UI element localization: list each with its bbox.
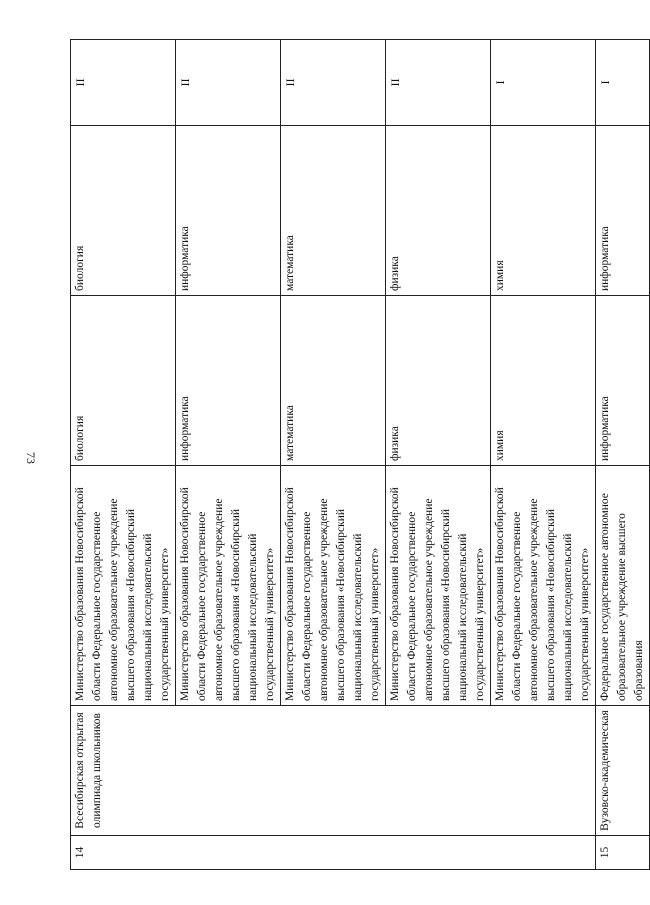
organizer-cell: Министерство образования Новосибирской области Федеральное государственное автономное образовательное учреждение высшего образования «Новосибирский национальный исследовательский государственный университет»	[281, 466, 386, 706]
profile-cell: биология	[71, 296, 176, 466]
row-number: 15	[596, 836, 650, 870]
organizer-cell: Министерство образования Новосибирской области Федеральное государственное автономное образовательное учреждение высшего образования «Новосибирский национальный исследовательский государственный университет»	[386, 466, 491, 706]
olympiad-name: Всесибирская открытая олимпиада школьников	[71, 706, 596, 836]
subject-cell: математика	[281, 126, 386, 296]
subject-cell: химия	[491, 126, 596, 296]
profile-cell: физика	[386, 296, 491, 466]
subject-cell: биология	[71, 126, 176, 296]
level-cell: II	[176, 40, 281, 126]
page-number: 73	[24, 452, 38, 464]
organizer-cell: Федеральное государственное автономное образовательное учреждение высшего образования	[596, 466, 650, 706]
subject-cell: информатика	[176, 126, 281, 296]
level-cell: I	[596, 40, 650, 126]
profile-cell: информатика	[176, 296, 281, 466]
profile-cell: математика	[281, 296, 386, 466]
profile-cell: химия	[491, 296, 596, 466]
level-cell: II	[71, 40, 176, 126]
olympiad-table	[70, 39, 650, 870]
row-number: 14	[71, 836, 596, 870]
organizer-cell: Министерство образования Новосибирской области Федеральное государственное автономное образовательное учреждение высшего образования «Новосибирский национальный исследовательский государственный университет»	[491, 466, 596, 706]
olympiad-table-container	[70, 40, 645, 870]
level-cell: II	[281, 40, 386, 126]
level-cell: II	[386, 40, 491, 126]
organizer-cell: Министерство образования Новосибирской области Федеральное государственное автономное образовательное учреждение высшего образования «Новосибирский национальный исследовательский государственный университет»	[176, 466, 281, 706]
subject-cell: физика	[386, 126, 491, 296]
profile-cell: информатика	[596, 296, 650, 466]
subject-cell: информатика	[596, 126, 650, 296]
organizer-cell: Министерство образования Новосибирской области Федеральное государственное автономное образовательное учреждение высшего образования «Новосибирский национальный исследовательский государственный университет»	[71, 466, 176, 706]
table-row	[596, 40, 650, 870]
table-row	[71, 40, 176, 870]
level-cell: I	[491, 40, 596, 126]
olympiad-name: Вузовско-академическая	[596, 706, 650, 836]
